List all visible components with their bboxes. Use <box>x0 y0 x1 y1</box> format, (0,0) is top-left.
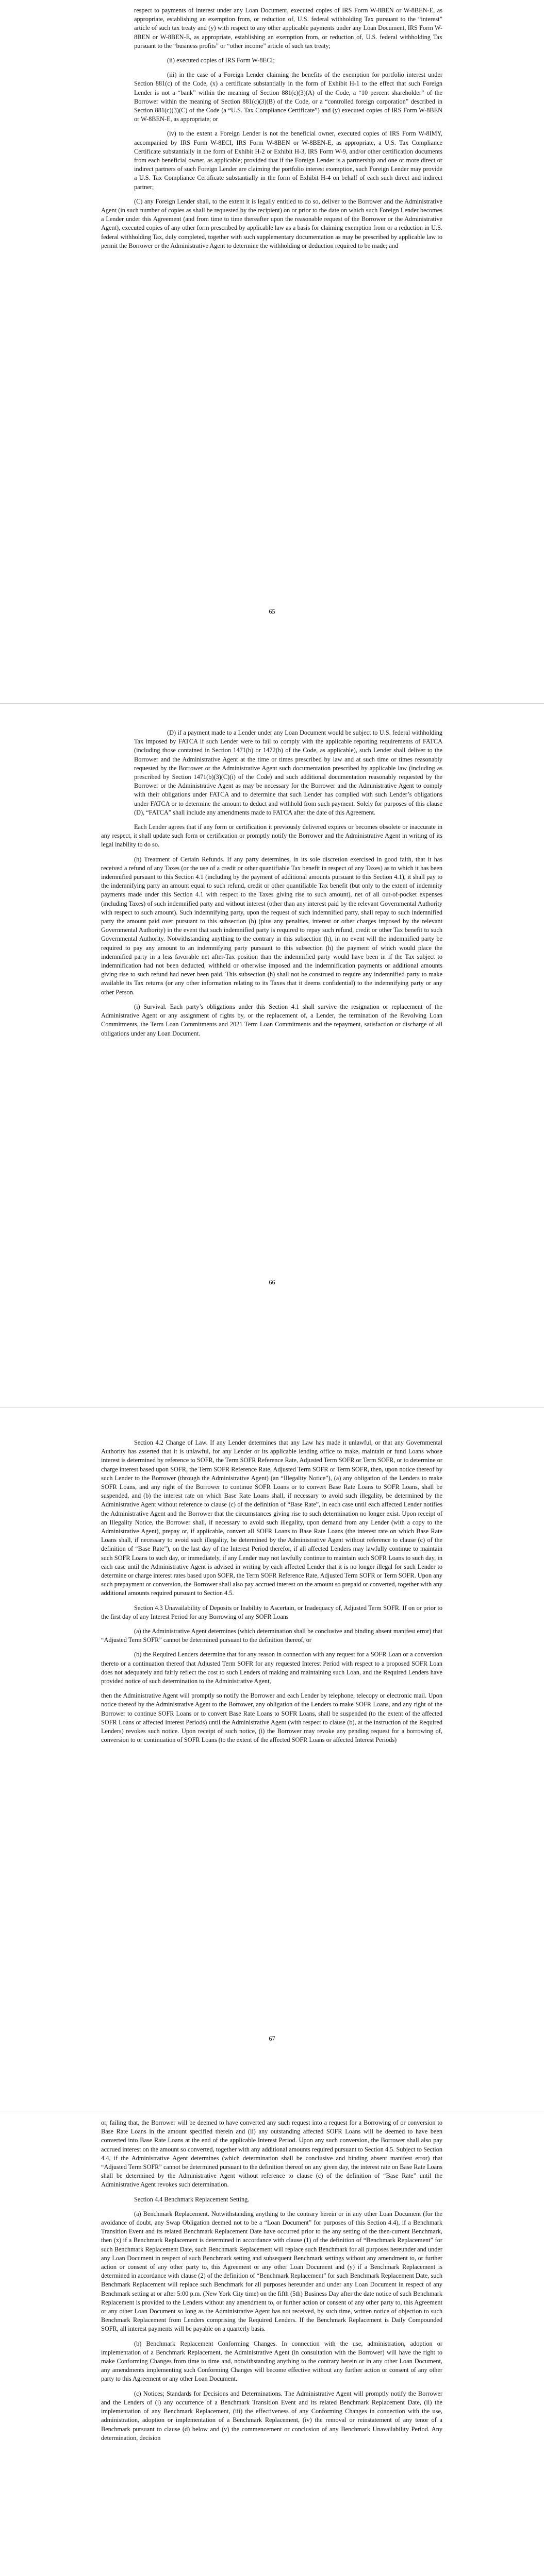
paragraph: Section 4.4 Benchmark Replacement Setting. <box>134 2195 250 2203</box>
paragraph: (b) the Required Lenders determine that for any reason in connection with any request for a SOFR Loan or a conversion thereto or a continuation thereof that Adjusted Term SOFR for any requested Interest Period with respect to a proposed SOFR Loan does not adequately and fairly reflect the cost to such Lenders of making and maintaining such Loan, and the Required Lenders have provided notice of such determination to the Administrative Agent, <box>101 1651 442 1685</box>
paragraph: (D) if a payment made to a Lender under any Loan Document would be subject to U.S. federal withholding Tax imposed by FATCA if such Lender were to fail to comply with the applicable reporting requirements of FATCA (including those contained in Section 1471(b) or 1472(b) of the Code, as applicable), such Lender shall deliver to the Borrower and the Administrative Agent at the time or times prescribed by law and at such time or times reasonably requested by the Borrower or the Administrative Agent such documentation prescribed by applicable law (including as prescribed by Section 1471(b)(3)(C)(i) of the Code) and such additional documentation reasonably requested by the Borrower or the Administrative Agent as may be necessary for the Borrower and the Administrative Agent to comply with their obligations under FATCA and to determine that such Lender has complied with such Lender’s obligations under FATCA or to determine the amount to deduct and withhold from such payment. Solely for purposes of this clause (D), “FATCA” shall include any amendments made to FATCA after the date of this Agreement. <box>134 729 442 816</box>
paragraph: (a) Benchmark Replacement. Notwithstanding anything to the contrary herein or in any other Loan Document (for the avoidance of doubt, any Swap Obligation deemed not to be a “Loan Document” for purposes of this Section 4.4), if a Benchmark Transition Event and its related Benchmark Replacement Date have occurred prior to the any setting of the then-current Benchmark, then (x) if a Benchmark Replacement is determined in accordance with clause (1) of the definition of “Benchmark Replacement” for such Benchmark Replacement Date, such Benchmark Replacement will replace such Benchmark for all purposes hereunder and under any Loan Document in respect of such Benchmark setting and subsequent Benchmark settings without any amendment to, or further action or consent of any other party to, this Agreement or any other Loan Document and (y) if a Benchmark Replacement is determined in accordance with clause (2) of the definition of “Benchmark Replacement” for such Benchmark Replacement Date, such Benchmark Replacement will replace such Benchmark for all purposes hereunder and under any Loan Document in respect of any Benchmark setting at or after 5:00 p.m. (New York City time) on the fifth (5th) Business Day after the date notice of such Benchmark Replacement is provided to the Lenders without any amendment to, or further action or consent of any other party to, this Agreement or any other Loan Document so long as the Administrative Agent has not received, by such time, written notice of objection to such Benchmark Replacement from Lenders comprising the Required Lenders. If the Benchmark Replacement is Daily Compounded SOFR, all interest payments will be payable on a quarterly basis. <box>101 2210 442 2333</box>
page-body <box>101 2119 442 2448</box>
page-68 <box>0 2111 544 2576</box>
paragraph: Section 4.2 Change of Law. If any Lender determines that any Law has made it unlawful, or that any Governmental Authority has asserted that it is unlawful, for any Lender or its applicable lending office to make, maintain or fund Loans whose interest is determined by reference to SOFR, the Term SOFR Reference Rate, Adjusted Term SOFR or Term SOFR, or to determine or charge interest based upon SOFR, the Term SOFR Reference Rate, Adjusted Term SOFR or Term SOFR, then, upon notice thereof by such Lender to the Borrower (through the Administrative Agent) (an “Illegality Notice”), (a) any obligation of the Lenders to make SOFR Loans, and any right of the Borrower to continue SOFR Loans or to convert Base Rate Loans to SOFR Loans, shall be suspended, and (b) the interest rate on which Base Rate Loans shall, if necessary to avoid such illegality, be determined by the Administrative Agent without reference to clause (c) of the definition of “Base Rate”, in each case until each affected Lender notifies the Administrative Agent and the Borrower that the circumstances giving rise to such determination no longer exist. Upon receipt of an Illegality Notice, the Borrower shall, if necessary to avoid such illegality, upon demand from any Lender (with a copy to the Administrative Agent), prepay or, if applicable, convert all SOFR Loans to Base Rate Loans (the interest rate on which Base Rate Loans shall, if necessary to avoid such illegality, be determined by the Administrative Agent without reference to clause (c) of the definition of “Base Rate”), on the last day of the Interest Period therefor, if all affected Lenders may lawfully continue to maintain such SOFR Loans to such day, or immediately, if any Lender may not lawfully continue to maintain such SOFR Loans to such day, in each case until the Administrative Agent is advised in writing by each affected Lender that it is no longer illegal for such Lender to determine or charge interest rates based upon SOFR, the Term SOFR Reference Rate, Adjusted Term SOFR or Term SOFR. Upon any such prepayment or conversion, the Borrower shall also pay accrued interest on the amount so prepaid or converted, together with any additional amounts required pursuant to Section 4.5. <box>101 1439 442 1597</box>
paragraph: (ii) executed copies of IRS Form W-8ECI; <box>167 57 275 64</box>
paragraph: (c) Notices; Standards for Decisions and Determinations. The Administrative Agent will promptly notify the Borrower and the Lenders of (i) any occurrence of a Benchmark Transition Event and its related Benchmark Replacement Date, (ii) the implementation of any Benchmark Replacement, (iii) the effectiveness of any Conforming Changes in connection with the use, administration, adoption or implementation of a Benchmark Replacement, (iv) the removal or reinstatement of any tenor of a Benchmark pursuant to clause (d) below and (v) the commencement or conclusion of any Benchmark Unavailability Period. Any determination, decision <box>101 2389 442 2442</box>
paragraph: (i) Survival. Each party’s obligations under this Section 4.1 shall survive the resignation or replacement of the Administrative Agent or any assignment of rights by, or the replacement of, a Lender, the termination of the Revolving Loan Commitments, the Term Loan Commitments and 2021 Term Loan Commitments and the repayment, satisfaction or discharge of all obligations under any Loan Document. <box>101 1003 442 1037</box>
page-number: 66 <box>269 1279 275 1286</box>
paragraph: (C) any Foreign Lender shall, to the extent it is legally entitled to do so, deliver to the Borrower and the Administrative Agent (in such number of copies as shall be requested by the recipient) on or prior to the date on which such Foreign Lender becomes a Lender under this Agreement (and from time to time thereafter upon the reasonable request of the Borrower or the Administrative Agent), executed copies of any other form prescribed by applicable law as a basis for claiming exemption from or a reduction in U.S. federal withholding Tax, duly completed, together with such supplementary documentation as may be prescribed by applicable law to permit the Borrower or the Administrative Agent to determine the withholding or deduction required to be made; and <box>101 197 442 249</box>
page-number: 65 <box>269 608 275 615</box>
paragraph: (iv) to the extent a Foreign Lender is not the beneficial owner, executed copies of IRS Form W-8IMY, accompanied by IRS Form W-8ECI, IRS Form W-8BEN or W-8BEN-E, as appropriate, a U.S. Tax Compliance Certificate substantially in the form of Exhibit H-2 or Exhibit H-3, IRS Form W-9, and/or other certification documents from each beneficial owner, as applicable; provided that if the Foreign Lender is a partnership and one or more direct or indirect partners of such Foreign Lender are claiming the portfolio interest exemption, such Foreign Lender may provide a U.S. Tax Compliance Certificate substantially in the form of Exhibit H-4 on behalf of each such direct and indirect partner; <box>134 130 442 191</box>
paragraph: Section 4.3 Unavailability of Deposits or Inability to Ascertain, or Inadequacy of, Adjusted Term SOFR. If on or prior to the first day of any Interest Period for any Borrowing of any SOFR Loans <box>101 1604 442 1620</box>
paragraph: (a) the Administrative Agent determines (which determination shall be conclusive and binding absent manifest error) that “Adjusted Term SOFR” cannot be determined pursuant to the definition thereof, or <box>101 1628 442 1644</box>
paragraph: then the Administrative Agent will promptly so notify the Borrower and each Lender by telephone, telecopy or electronic mail. Upon notice thereof by the Administrative Agent to the Borrower, any obligation of the Lenders to make SOFR Loans, and any right of the Borrower to continue SOFR Loans or to convert Base Rate Loans to SOFR Loans, shall be suspended (to the extent of the affected SOFR Loans or affected Interest Periods) until the Administrative Agent (with respect to clause (b), at the instruction of the Required Lenders) revokes such notice. Upon receipt of such notice, (i) the Borrower may revoke any pending request for a borrowing of, conversion to or continuation of SOFR Loans (to the extent of the affected SOFR Loans or affected Interest Periods) <box>101 1692 442 1744</box>
page-65 <box>0 0 544 703</box>
page-number: 67 <box>269 2035 275 2042</box>
paragraph: (iii) in the case of a Foreign Lender claiming the benefits of the exemption for portfolio interest under Section 881(c) of the Code, (x) a certificate substantially in the form of Exhibit H-1 to the effect that such Foreign Lender is not a “bank” within the meaning of Section 881(c)(3)(A) of the Code, a “10 percent shareholder” of the Borrower within the meaning of Section 881(c)(3)(B) of the Code, or a “controlled foreign corporation” described in Section 881(c)(3)(C) of the Code (a “U.S. Tax Compliance Certificate”) and (y) executed copies of IRS Form W-8BEN or W-8BEN-E, as appropriate; or <box>134 71 442 123</box>
page-body <box>101 728 442 1044</box>
page-body <box>101 6 442 256</box>
page-66 <box>0 704 544 1407</box>
paragraph: respect to payments of interest under any Loan Document, executed copies of IRS Form W-8BEN or W-8BEN-E, as appropriate, establishing an exemption from, or reduction of, U.S. federal withholding Tax pursuant to the “interest” article of such tax treaty and (y) with respect to any other applicable payments under any Loan Document, IRS Form W-8BEN or W-8BEN-E, as appropriate, establishing an exemption from, or reduction of, U.S. federal withholding Tax pursuant to the “business profits” or “other income” article of such tax treaty; <box>134 7 442 49</box>
page-67 <box>0 1408 544 2111</box>
paragraph: or, failing that, the Borrower will be deemed to have converted any such request into a request for a Borrowing of or conversion to Base Rate Loans in the amount specified therein and (ii) any outstanding affected SOFR Loans will be deemed to have been converted into Base Rate Loans at the end of the applicable Interest Period. Upon any such conversion, the Borrower shall also pay accrued interest on the amount so converted, together with any additional amounts required pursuant to Section 4.5. Subject to Section 4.4, if the Administrative Agent determines (which determination shall be conclusive and binding absent manifest error) that “Adjusted Term SOFR” cannot be determined pursuant to the definition thereof on any given day, the interest rate on Base Rate Loans shall be determined by the Administrative Agent without reference to clause (c) of the definition of “Base Rate” until the Administrative Agent revokes such determination. <box>101 2119 442 2189</box>
paragraph: (h) Treatment of Certain Refunds. If any party determines, in its sole discretion exercised in good faith, that it has received a refund of any Taxes (or the use of a credit or other quantifiable Tax benefit in respect of any Taxes) as to which it has been indemnified pursuant to this Section 4.1 (including by the payment of additional amounts pursuant to this Section 4.1), it shall pay to the indemnifying party an amount equal to such refund, credit or other quantifiable Tax benefit (but only to the extent of indemnity payments made under this Section 4.1 with respect to the Taxes giving rise to such amount), net of all out-of-pocket expenses (including Taxes) of such indemnified party and without interest (other than any interest paid by the relevant Governmental Authority with respect to such amount). Such indemnifying party, upon the request of such indemnified party, shall repay to such indemnified party the amount paid over pursuant to this subsection (h) (plus any penalties, interest or other charges imposed by the relevant Governmental Authority) in the event that such indemnified party is required to repay such refund, credit or other Tax benefit to such Governmental Authority. Notwithstanding anything to the contrary in this subsection (h), in no event will the indemnified party be required to pay any amount to an indemnifying party pursuant to this subsection (h) the payment of which would place the indemnified party in a less favorable net after-Tax position than the indemnified party would have been in if the Tax subject to indemnification had not been deducted, withheld or otherwise imposed and the indemnification payments or additional amounts giving rise to such refund had never been paid. This subsection (h) shall not be construed to require any indemnified party to make available its Tax returns (or any other information relating to its Taxes that it deems confidential) to the indemnifying party or any other Person. <box>101 855 442 996</box>
page-body <box>101 1438 442 1751</box>
paragraph: Each Lender agrees that if any form or certification it previously delivered expires or becomes obsolete or inaccurate in any respect, it shall update such form or certification or promptly notify the Borrower and the Administrative Agent in writing of its legal inability to do so. <box>101 823 442 849</box>
paragraph: (b) Benchmark Replacement Conforming Changes. In connection with the use, administration, adoption or implementation of a Benchmark Replacement, the Administrative Agent (in consultation with the Borrower) will have the right to make Conforming Changes from time to time and, notwithstanding anything to the contrary herein or in any other Loan Document, any amendments implementing such Conforming Changes will become effective without any further action or consent of any other party to this Agreement or any other Loan Document. <box>101 2340 442 2383</box>
